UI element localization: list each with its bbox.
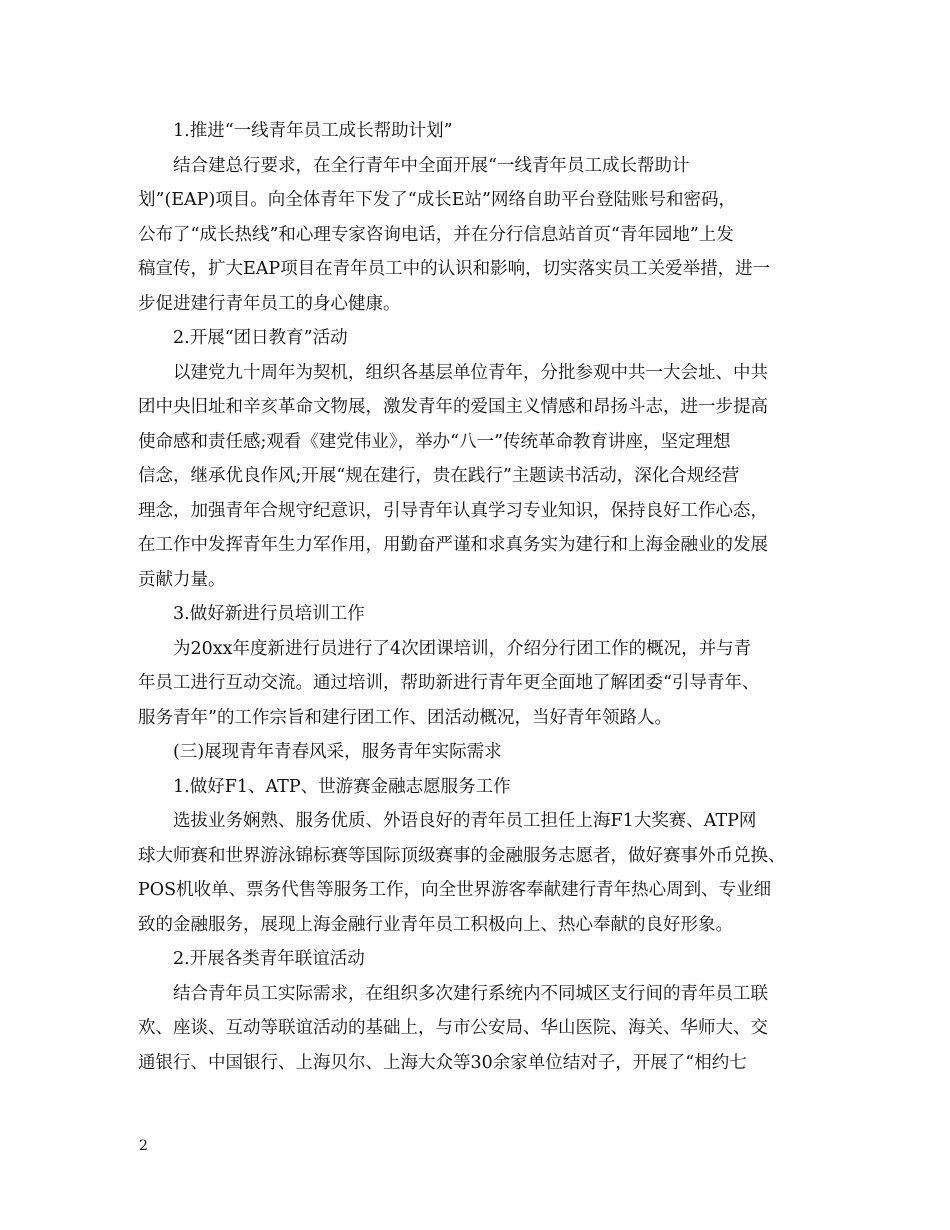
text-line: 信念，继承优良作风;开展“规在建行，贵在践行”主题读书活动，深化合规经营 [138,466,740,486]
text-line: 在工作中发挥青年生力军作用，用勤奋严谨和求真务实为建行和上海金融业的发展 [138,535,768,555]
text-line: 通银行、中国银行、上海贝尔、上海大众等30余家单位结对子，开展了“相约七 [138,1052,747,1073]
text-line: 1.做好F1、ATP、世游赛金融志愿服务工作 [173,776,511,797]
document-body [138,114,828,1080]
page-number: 2 [139,1138,148,1154]
text-line: 结合建总行要求，在全行青年中全面开展“一线青年员工成长帮助计 [173,155,690,176]
text-line: 步促进建行青年员工的身心健康。 [138,293,401,314]
text-line: 球大师赛和世界游泳锦标赛等国际顶级赛事的金融服务志愿者，做好赛事外币兑换、 [138,845,786,866]
text-line: 结合青年员工实际需求，在组织多次建行系统内不同城区支行间的青年员工联 [173,983,768,1004]
text-line: 选拔业务娴熟、服务优质、外语良好的青年员工担任上海F1大奖赛、ATP网 [173,811,757,831]
text-line: 使命感和责任感;观看《建党伟业》，举办“八一”传统革命教育讲座，坚定理想 [138,431,731,452]
text-line: 欢、座谈、互动等联谊活动的基础上，与市公安局、华山医院、海关、华师大、交 [138,1018,768,1038]
text-line: 贡献力量。 [138,569,226,590]
text-line: POS机收单、票务代售等服务工作，向全世界游客奉献建行青年热心周到、专业细 [138,880,772,900]
text-line: 致的金融服务，展现上海金融行业青年员工积极向上、热心奉献的良好形象。 [138,914,733,935]
text-line: 公布了“成长热线”和心理专家咨询电话，并在分行信息站首页“青年园地”上发 [138,224,734,245]
text-line: 1.推进“一线青年员工成长帮助计划” [173,121,453,141]
text-line: 以建党九十周年为契机，组织各基层单位青年，分批参观中共一大会址、中共 [173,362,768,383]
text-line: 3.做好新进行员培训工作 [173,604,365,624]
text-line: 为20xx年度新进行员进行了4次团课培训，介绍分行团工作的概况，并与青 [173,638,752,659]
text-line: 理念，加强青年合规守纪意识，引导青年认真学习专业知识，保持良好工作心态， [138,500,768,521]
text-line: 2.开展各类青年联谊活动 [173,949,365,969]
text-line: 划”(EAP)项目。向全体青年下发了“成长E站”网络自助平台登陆账号和密码， [138,190,736,210]
text-line: (三)展现青年青春风采，服务青年实际需求 [173,742,502,762]
text-line: 2.开展“团日教育”活动 [173,328,348,348]
text-line: 服务青年”的工作宗旨和建行团工作、团活动概况，当好青年领路人。 [138,707,672,728]
text-line: 稿宣传，扩大EAP项目在青年员工中的认识和影响，切实落实员工关爱举措，进一 [138,259,771,279]
text-line: 团中央旧址和辛亥革命文物展，激发青年的爱国主义情感和昂扬斗志，进一步提高 [138,397,768,417]
text-line: 年员工进行互动交流。通过培训，帮助新进行青年更全面地了解团委“引导青年、 [138,673,760,693]
